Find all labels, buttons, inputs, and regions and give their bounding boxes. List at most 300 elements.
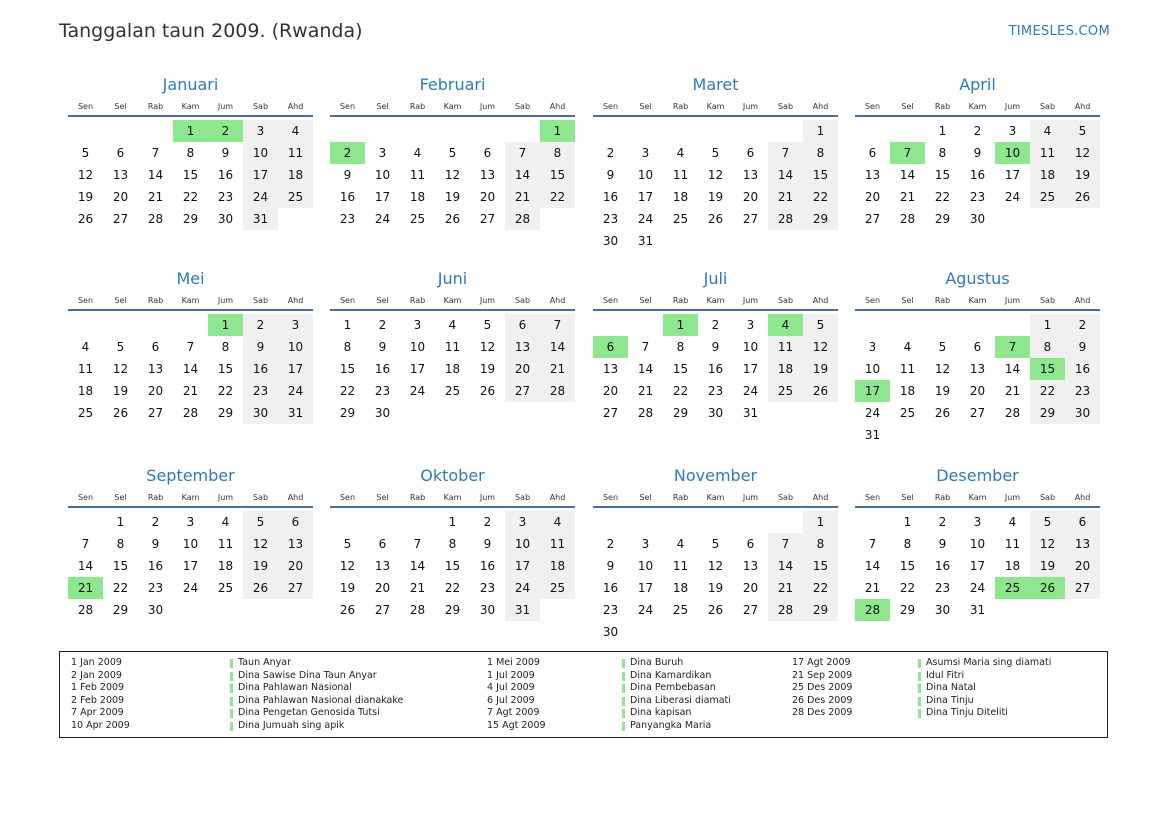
day-cell: 29 [899,603,916,617]
day-cell: 7 [151,146,160,160]
legend-date-column [792,657,852,720]
empty-cell [855,511,890,533]
day-cell: 1 [448,515,457,529]
day-cell: 20 [147,384,164,398]
day-cell: 19 [707,581,724,595]
day-cell: 16 [707,362,724,376]
weekday-label: Sel [376,102,389,111]
day-cell: 3 [378,146,387,160]
day-cell: 7 [641,340,650,354]
day-cell: 20 [969,384,986,398]
day-cell: 5 [448,146,457,160]
day-cell: 12 [112,362,129,376]
months-grid [68,74,1102,644]
legend-date-column [71,657,130,733]
day-cell: 18 [1004,559,1021,573]
day-cell: 26 [444,212,461,226]
day-cell: 30 [374,406,391,420]
month-mei [68,268,313,424]
day-cell: 22 [217,384,234,398]
weekday-label: Jum [479,102,496,111]
weekday-label: Sen [339,493,356,502]
day-cell: 12 [339,559,356,573]
site-brand-link[interactable]: TIMESLES.COM [1008,24,1110,39]
day-cell: 29 [182,212,199,226]
day-cell: 15 [217,362,234,376]
day-cell: 28 [409,603,426,617]
weekday-label: Jum [1004,296,1021,305]
day-cell: 12 [707,168,724,182]
day-cell: 8 [343,340,352,354]
day-cell: 22 [803,186,838,208]
day-cell: 29 [339,406,356,420]
day-cell: 17 [278,358,313,380]
empty-cell [68,314,103,336]
day-cell: 8 [221,340,230,354]
day-cell: 30 [934,603,951,617]
weekday-label: Rab [409,102,426,111]
day-cell: 25 [444,384,461,398]
empty-cell [68,511,103,533]
day-grid [68,511,313,621]
day-cell: 3 [973,515,982,529]
weekday-label: Sel [639,296,652,305]
day-cell: 7 [413,537,422,551]
day-cell: 30 [969,212,986,226]
day-cell: 24 [374,212,391,226]
holiday-name: Dina Liberasi diamati [622,695,731,708]
day-cell: 23 [339,212,356,226]
holiday-day-cell: 1 [663,314,698,336]
empty-cell [330,120,365,142]
day-cell: 27 [374,603,391,617]
weekday-label: Rab [147,102,164,111]
weekday-header [330,493,575,508]
day-cell: 31 [969,603,986,617]
weekday-label: Sab [777,296,794,305]
empty-cell [330,511,365,533]
day-cell: 21 [768,186,803,208]
day-cell: 28 [637,406,654,420]
holiday-name: Dina Pengetan Genosida Tutsi [230,707,403,720]
empty-cell [173,314,208,336]
empty-cell [768,511,803,533]
holiday-name: Dina Tinju [918,695,1051,708]
day-cell: 4 [540,511,575,533]
weekday-label: Kam [706,493,725,502]
holiday-name: Dina Sawise Dina Taun Anyar [230,670,403,683]
weekday-header [330,102,575,117]
day-cell: 14 [77,559,94,573]
month-name: Desember [936,466,1019,485]
day-cell: 8 [448,537,457,551]
day-cell: 28 [505,208,540,230]
day-cell: 31 [243,208,278,230]
holiday-day-cell: 1 [540,120,575,142]
legend-name-column [622,657,731,733]
day-cell: 25 [899,406,916,420]
weekday-label: Sab [1039,296,1056,305]
month-name: Januari [162,75,219,94]
weekday-label: Ahd [812,296,829,305]
weekday-label: Rab [147,296,164,305]
holiday-day-cell: 1 [208,314,243,336]
weekday-header [593,102,838,117]
day-cell: 26 [77,212,94,226]
empty-cell [103,314,138,336]
month-name: Juli [703,269,728,288]
day-cell: 10 [409,340,426,354]
day-cell: 11 [77,362,94,376]
empty-cell [470,120,505,142]
day-cell: 30 [707,406,724,420]
day-cell: 21 [505,186,540,208]
day-cell: 5 [483,318,492,332]
day-cell: 27 [864,212,881,226]
holiday-day-cell: 2 [330,142,365,164]
day-cell: 15 [803,555,838,577]
day-cell: 29 [217,406,234,420]
weekday-label: Sel [376,296,389,305]
weekday-label: Jum [217,296,234,305]
weekday-label: Sen [602,102,619,111]
day-cell: 3 [278,314,313,336]
day-cell: 11 [1004,537,1021,551]
day-cell: 29 [934,212,951,226]
holiday-day-cell: 7 [890,142,925,164]
month-desember [855,465,1100,621]
weekday-label: Sel [376,493,389,502]
day-cell: 2 [606,146,615,160]
day-cell: 8 [540,142,575,164]
holiday-day-cell: 10 [995,142,1030,164]
day-cell: 9 [606,168,615,182]
weekday-header [855,296,1100,311]
day-cell: 14 [864,559,881,573]
day-cell: 22 [899,581,916,595]
day-cell: 17 [409,362,426,376]
day-cell: 12 [77,168,94,182]
day-cell: 5 [711,146,720,160]
day-cell: 24 [409,384,426,398]
day-cell: 19 [803,358,838,380]
day-cell: 14 [540,336,575,358]
day-cell: 14 [768,164,803,186]
day-cell: 17 [243,164,278,186]
day-cell: 22 [540,186,575,208]
weekday-label: Sab [514,493,531,502]
day-cell: 17 [637,581,654,595]
day-cell: 18 [77,384,94,398]
weekday-label: Sen [864,102,881,111]
day-cell: 6 [483,146,492,160]
day-cell: 11 [672,168,689,182]
day-cell: 27 [1065,577,1100,599]
month-juni [330,268,575,424]
holiday-date: 25 Des 2009 [792,682,853,694]
day-cell: 18 [672,581,689,595]
weekday-label: Sab [1039,102,1056,111]
weekday-label: Ahd [287,102,304,111]
day-cell: 20 [374,581,391,595]
holiday-name: Dina Jumuah sing apik [230,720,403,733]
weekday-label: Kam [706,296,725,305]
day-cell: 10 [278,336,313,358]
day-cell: 16 [934,559,951,573]
weekday-label: Ahd [549,296,566,305]
day-cell: 6 [746,537,755,551]
day-cell: 22 [112,581,129,595]
day-cell: 20 [864,190,881,204]
day-cell: 24 [243,186,278,208]
day-cell: 30 [217,212,234,226]
day-cell: 17 [742,362,759,376]
day-cell: 4 [448,318,457,332]
weekday-header [330,296,575,311]
day-cell: 26 [479,384,496,398]
weekday-label: Jum [217,102,234,111]
day-cell: 8 [186,146,195,160]
day-cell: 9 [378,340,387,354]
day-cell: 28 [899,212,916,226]
empty-cell [733,511,768,533]
day-cell: 3 [641,146,650,160]
day-cell: 21 [540,358,575,380]
day-cell: 8 [116,537,125,551]
day-cell: 19 [444,190,461,204]
empty-cell [890,314,925,336]
empty-cell [628,511,663,533]
day-cell: 13 [742,168,759,182]
day-cell: 24 [637,212,654,226]
day-cell: 12 [444,168,461,182]
holiday-date: 15 Agt 2009 [487,719,546,731]
day-cell: 5 [938,340,947,354]
day-cell: 22 [339,384,356,398]
weekday-label: Rab [934,493,951,502]
day-cell: 10 [243,142,278,164]
weekday-label: Rab [672,102,689,111]
empty-cell [400,511,435,533]
day-cell: 27 [112,212,129,226]
empty-cell [68,120,103,142]
day-cell: 18 [217,559,234,573]
day-cell: 6 [116,146,125,160]
day-cell: 11 [672,559,689,573]
day-cell: 11 [409,168,426,182]
month-name: Agustus [945,269,1010,288]
month-januari [68,74,313,230]
month-agustus [855,268,1100,446]
day-cell: 10 [637,559,654,573]
day-cell: 15 [803,164,838,186]
holiday-day-cell: 2 [208,120,243,142]
day-cell: 13 [374,559,391,573]
month-februari [330,74,575,230]
day-cell: 31 [278,402,313,424]
empty-cell [960,314,995,336]
holiday-date: 7 Apr 2009 [71,707,124,719]
day-grid [593,120,838,252]
holiday-day-cell: 21 [68,577,103,599]
day-cell: 3 [413,318,422,332]
holiday-date: 1 Feb 2009 [71,682,125,694]
day-cell: 23 [707,384,724,398]
day-cell: 13 [147,362,164,376]
empty-cell [505,120,540,142]
day-cell: 23 [969,190,986,204]
day-cell: 9 [243,336,278,358]
day-cell: 25 [540,577,575,599]
day-cell: 21 [1004,384,1021,398]
holiday-date: 7 Agt 2009 [487,707,540,719]
day-cell: 23 [147,581,164,595]
day-cell: 11 [444,340,461,354]
day-cell: 19 [934,384,951,398]
day-cell: 7 [868,537,877,551]
weekday-label: Sel [639,102,652,111]
weekday-label: Sab [252,296,269,305]
holiday-name: Dina Buruh [622,657,731,670]
empty-cell [593,314,628,336]
day-cell: 26 [112,406,129,420]
weekday-label: Sab [1039,493,1056,502]
day-cell: 11 [217,537,234,551]
holiday-day-cell: 4 [768,314,803,336]
day-cell: 20 [505,358,540,380]
weekday-label: Rab [934,296,951,305]
day-cell: 8 [903,537,912,551]
day-cell: 10 [742,340,759,354]
holiday-name: Dina Tinju Diteliti [918,707,1051,720]
day-cell: 23 [479,581,496,595]
day-cell: 18 [409,190,426,204]
day-cell: 19 [707,190,724,204]
weekday-label: Sen [864,493,881,502]
weekday-label: Jum [742,493,759,502]
month-juli [593,268,838,424]
day-grid [855,511,1100,621]
day-cell: 23 [374,384,391,398]
day-cell: 12 [243,533,278,555]
day-cell: 25 [672,212,689,226]
day-cell: 2 [711,318,720,332]
empty-cell [628,120,663,142]
holiday-day-cell: 28 [855,599,890,621]
day-cell: 15 [444,559,461,573]
day-cell: 22 [182,190,199,204]
holiday-day-cell: 26 [1030,577,1065,599]
day-cell: 5 [81,146,90,160]
day-cell: 8 [803,533,838,555]
day-cell: 4 [676,146,685,160]
day-cell: 25 [1030,186,1065,208]
day-cell: 6 [868,146,877,160]
day-cell: 7 [186,340,195,354]
day-cell: 12 [707,559,724,573]
day-cell: 9 [483,537,492,551]
day-cell: 6 [973,340,982,354]
day-cell: 18 [444,362,461,376]
weekday-label: Kam [181,296,200,305]
day-cell: 15 [540,164,575,186]
day-cell: 5 [711,537,720,551]
day-cell: 4 [413,146,422,160]
legend-name-column [918,657,1051,720]
day-cell: 3 [505,511,540,533]
day-cell: 15 [112,559,129,573]
weekday-label: Rab [409,493,426,502]
weekday-header [855,102,1100,117]
empty-cell [628,314,663,336]
day-cell: 23 [602,212,619,226]
weekday-label: Rab [934,102,951,111]
holiday-legend [59,651,1108,738]
weekday-label: Sen [77,296,94,305]
empty-cell [698,511,733,533]
day-cell: 28 [182,406,199,420]
weekday-label: Sen [77,493,94,502]
holiday-name: Asumsi Maria sing diamati [918,657,1051,670]
day-cell: 26 [934,406,951,420]
day-cell: 17 [505,555,540,577]
empty-cell [103,120,138,142]
day-cell: 21 [864,581,881,595]
weekday-label: Sel [901,102,914,111]
holiday-name: Dina Kamardikan [622,670,731,683]
day-cell: 9 [221,146,230,160]
day-cell: 18 [672,190,689,204]
weekday-label: Sen [864,296,881,305]
weekday-label: Jum [742,296,759,305]
month-name: Oktober [420,466,485,485]
day-cell: 11 [1030,142,1065,164]
weekday-header [593,493,838,508]
day-cell: 30 [243,402,278,424]
day-cell: 16 [602,190,619,204]
holiday-day-cell: 15 [1030,358,1065,380]
weekday-label: Sab [252,493,269,502]
day-cell: 1 [938,124,947,138]
day-cell: 10 [505,533,540,555]
weekday-label: Kam [181,102,200,111]
day-cell: 15 [182,168,199,182]
day-cell: 30 [602,625,619,639]
day-cell: 27 [742,603,759,617]
weekday-label: Ahd [1074,296,1091,305]
day-cell: 20 [112,190,129,204]
day-cell: 19 [339,581,356,595]
weekday-label: Sab [514,102,531,111]
weekday-label: Sel [114,102,127,111]
weekday-label: Jum [479,493,496,502]
weekday-label: Ahd [287,493,304,502]
day-cell: 10 [969,537,986,551]
day-cell: 30 [602,234,619,248]
day-cell: 27 [147,406,164,420]
weekday-label: Sel [114,493,127,502]
day-cell: 17 [969,559,986,573]
month-april [855,74,1100,230]
day-cell: 25 [672,603,689,617]
empty-cell [138,120,173,142]
weekday-label: Jum [217,493,234,502]
day-cell: 2 [483,515,492,529]
day-cell: 21 [899,190,916,204]
page-title: Tanggalan taun 2009. (Rwanda) [59,20,363,42]
day-cell: 1 [803,120,838,142]
day-cell: 19 [112,384,129,398]
